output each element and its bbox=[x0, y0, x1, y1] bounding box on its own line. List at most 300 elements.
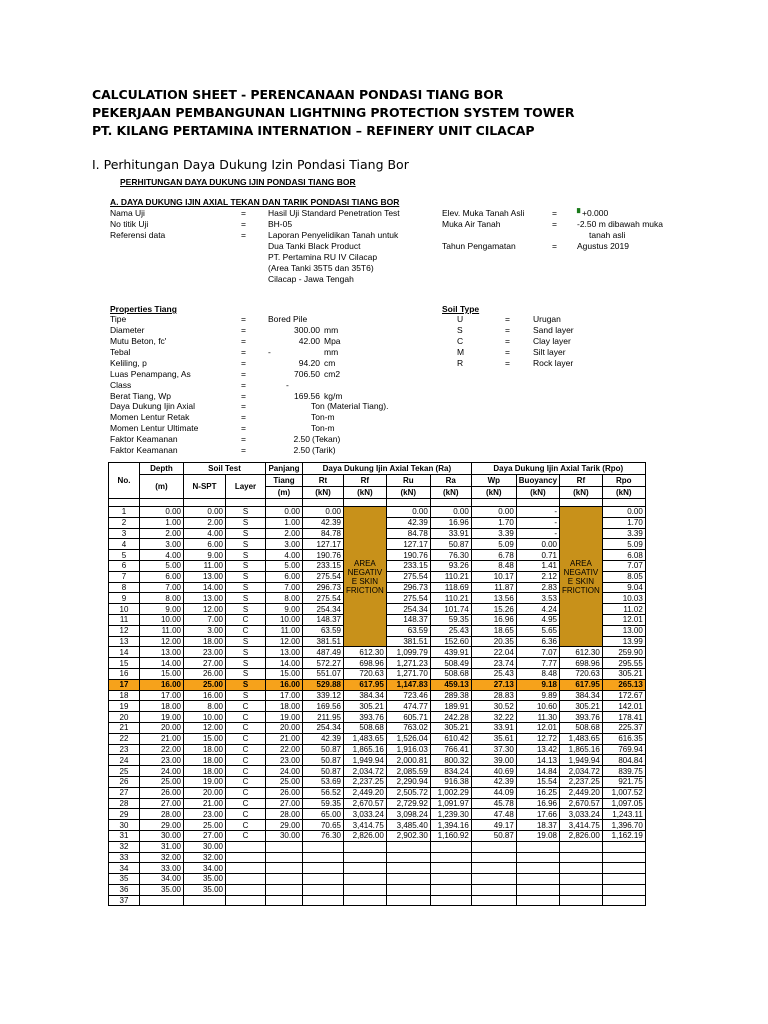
spacer-cell bbox=[344, 499, 387, 507]
col-ra: Ra bbox=[430, 475, 471, 487]
cell-col-8: 152.60 bbox=[430, 636, 471, 647]
table-row bbox=[109, 863, 646, 874]
cell-col-0: 8 bbox=[109, 582, 140, 593]
table-row bbox=[109, 884, 646, 895]
cell-col-7: 275.54 bbox=[386, 571, 430, 582]
cell-col-1: 4.00 bbox=[140, 550, 184, 561]
cell-col-0: 11 bbox=[109, 614, 140, 625]
cell-col-8 bbox=[430, 874, 471, 885]
cell-col-10: 19.08 bbox=[516, 830, 559, 841]
cell-col-11 bbox=[560, 852, 603, 863]
cell-col-1: 0.00 bbox=[140, 507, 184, 518]
cell-col-1: 11.00 bbox=[140, 625, 184, 636]
cell-col-12 bbox=[602, 852, 645, 863]
cell-col-2: 0.00 bbox=[184, 507, 226, 518]
cell-col-2: 2.00 bbox=[184, 517, 226, 528]
cell-col-12: 1.70 bbox=[602, 517, 645, 528]
cell-col-11: 3,414.75 bbox=[560, 820, 603, 831]
cell-col-5: 65.00 bbox=[303, 809, 344, 820]
cell-col-6: 698.96 bbox=[344, 658, 387, 669]
cell-col-9: 33.91 bbox=[471, 722, 516, 733]
cell-col-9: 16.96 bbox=[471, 614, 516, 625]
cell-col-8: 1,091.97 bbox=[430, 798, 471, 809]
cell-col-3: C bbox=[226, 766, 266, 777]
cell-col-3: C bbox=[226, 744, 266, 755]
cell-col-9: 35.61 bbox=[471, 733, 516, 744]
table-spacer-row bbox=[109, 499, 646, 507]
cell-col-9: 32.22 bbox=[471, 712, 516, 723]
col-nspt: N-SPT bbox=[184, 475, 226, 499]
cell-col-0: 19 bbox=[109, 701, 140, 712]
table-row bbox=[109, 787, 646, 798]
cell-col-6: 384.34 bbox=[344, 690, 387, 701]
cell-col-7: 296.73 bbox=[386, 582, 430, 593]
cell-col-5: 56.52 bbox=[303, 787, 344, 798]
cell-col-5 bbox=[303, 841, 344, 852]
cell-col-9: 23.74 bbox=[471, 658, 516, 669]
table-row bbox=[109, 733, 646, 744]
cell-col-3: S bbox=[226, 647, 266, 658]
spacer-cell bbox=[140, 499, 184, 507]
cell-col-12: 305.21 bbox=[602, 668, 645, 679]
cell-col-12: 6.08 bbox=[602, 550, 645, 561]
cell-col-4: 6.00 bbox=[266, 571, 303, 582]
cell-col-6 bbox=[344, 895, 387, 906]
cell-col-9: 39.00 bbox=[471, 755, 516, 766]
cell-col-6: 3,033.24 bbox=[344, 809, 387, 820]
cell-col-10: 2.12 bbox=[516, 571, 559, 582]
cell-col-5: 127.17 bbox=[303, 539, 344, 550]
cell-col-2 bbox=[184, 895, 226, 906]
cell-col-9: 49.17 bbox=[471, 820, 516, 831]
cell-col-9: 42.39 bbox=[471, 776, 516, 787]
cell-col-6: 508.68 bbox=[344, 722, 387, 733]
cell-col-6: 1,865.16 bbox=[344, 744, 387, 755]
cell-col-3: S bbox=[226, 517, 266, 528]
cell-col-0: 31 bbox=[109, 830, 140, 841]
negative-skin-friction-area: AREA NEGATIV E SKIN FRICTION bbox=[344, 507, 387, 647]
cell-col-1: 20.00 bbox=[140, 722, 184, 733]
cell-col-11: 698.96 bbox=[560, 658, 603, 669]
cell-col-4: 14.00 bbox=[266, 658, 303, 669]
cell-col-4: 13.00 bbox=[266, 647, 303, 658]
cell-col-11 bbox=[560, 874, 603, 885]
cell-col-8 bbox=[430, 884, 471, 895]
spacer-cell bbox=[303, 499, 344, 507]
cell-col-9: 5.09 bbox=[471, 539, 516, 550]
bearing-capacity-table bbox=[108, 462, 646, 906]
cell-col-0: 34 bbox=[109, 863, 140, 874]
cell-col-5: 84.78 bbox=[303, 528, 344, 539]
cell-col-2: 4.00 bbox=[184, 528, 226, 539]
cell-col-3: S bbox=[226, 550, 266, 561]
cell-col-12: 178.41 bbox=[602, 712, 645, 723]
cell-col-3: C bbox=[226, 712, 266, 723]
cell-col-7: 2,729.92 bbox=[386, 798, 430, 809]
unit-kn: (kN) bbox=[516, 487, 559, 499]
cell-col-12: 13.00 bbox=[602, 625, 645, 636]
cell-col-7: 84.78 bbox=[386, 528, 430, 539]
cell-col-3: S bbox=[226, 528, 266, 539]
cell-col-3: S bbox=[226, 507, 266, 518]
cell-col-9: 30.52 bbox=[471, 701, 516, 712]
cell-col-8 bbox=[430, 863, 471, 874]
cell-col-5: 572.27 bbox=[303, 658, 344, 669]
cell-col-9 bbox=[471, 874, 516, 885]
cell-col-0: 37 bbox=[109, 895, 140, 906]
cell-col-1: 34.00 bbox=[140, 874, 184, 885]
cell-col-0: 26 bbox=[109, 776, 140, 787]
unit-kn: (kN) bbox=[386, 487, 430, 499]
cell-col-1: 17.00 bbox=[140, 690, 184, 701]
cell-col-9: 15.26 bbox=[471, 604, 516, 615]
unit-kn: (kN) bbox=[602, 487, 645, 499]
cell-col-3 bbox=[226, 874, 266, 885]
cell-col-10: 4.24 bbox=[516, 604, 559, 615]
title-line-1: CALCULATION SHEET - PERENCANAAN PONDASI TIANG BOR bbox=[92, 87, 504, 102]
cell-col-4: 25.00 bbox=[266, 776, 303, 787]
cell-col-7 bbox=[386, 863, 430, 874]
table-row bbox=[109, 766, 646, 777]
cell-col-2: 26.00 bbox=[184, 668, 226, 679]
cell-col-3: C bbox=[226, 776, 266, 787]
cell-col-5: 296.73 bbox=[303, 582, 344, 593]
col-tiang: Tiang bbox=[266, 475, 303, 487]
col-tiang-unit: (m) bbox=[266, 487, 303, 499]
cell-col-8: 16.96 bbox=[430, 517, 471, 528]
cell-col-1: 6.00 bbox=[140, 571, 184, 582]
table-row bbox=[109, 744, 646, 755]
cell-col-12 bbox=[602, 895, 645, 906]
cell-col-5: 275.54 bbox=[303, 593, 344, 604]
cell-col-6: 1,483.65 bbox=[344, 733, 387, 744]
cell-col-1: 26.00 bbox=[140, 787, 184, 798]
cell-col-12: 616.35 bbox=[602, 733, 645, 744]
cell-col-12: 8.05 bbox=[602, 571, 645, 582]
table-row bbox=[109, 809, 646, 820]
cell-col-11: 2,237.25 bbox=[560, 776, 603, 787]
cell-col-1: 10.00 bbox=[140, 614, 184, 625]
unit-kn: (kN) bbox=[560, 487, 603, 499]
cell-col-0: 1 bbox=[109, 507, 140, 518]
col-rf2: Rf bbox=[560, 475, 603, 487]
cell-col-10: 13.42 bbox=[516, 744, 559, 755]
cell-col-6: 612.30 bbox=[344, 647, 387, 658]
cell-col-4: 0.00 bbox=[266, 507, 303, 518]
cell-col-10: 7.07 bbox=[516, 647, 559, 658]
cell-col-0: 22 bbox=[109, 733, 140, 744]
cell-col-12 bbox=[602, 884, 645, 895]
cell-col-12: 5.09 bbox=[602, 539, 645, 550]
cell-col-2: 25.00 bbox=[184, 820, 226, 831]
cell-col-2: 30.00 bbox=[184, 841, 226, 852]
cell-col-6: 2,449.20 bbox=[344, 787, 387, 798]
spacer-cell bbox=[430, 499, 471, 507]
info-row-nama: Nama Uji = Hasil Uji Standard Penetration Test Elev. Muka Tanah Asli = ▘ +0.000 bbox=[110, 208, 609, 218]
cell-col-7: 1,099.79 bbox=[386, 647, 430, 658]
cell-col-2: 6.00 bbox=[184, 539, 226, 550]
cell-col-7: 3,485.40 bbox=[386, 820, 430, 831]
cell-col-8: 305.21 bbox=[430, 722, 471, 733]
cell-col-1: 18.00 bbox=[140, 701, 184, 712]
cell-col-6: 2,826.00 bbox=[344, 830, 387, 841]
cell-col-6 bbox=[344, 884, 387, 895]
cell-col-0: 14 bbox=[109, 647, 140, 658]
cell-col-7: 127.17 bbox=[386, 539, 430, 550]
cell-col-8: 439.91 bbox=[430, 647, 471, 658]
cell-col-11: 3,033.24 bbox=[560, 809, 603, 820]
cell-col-5: 551.07 bbox=[303, 668, 344, 679]
cell-col-10: 12.72 bbox=[516, 733, 559, 744]
cell-col-0: 7 bbox=[109, 571, 140, 582]
table-row bbox=[109, 668, 646, 679]
cell-col-3: S bbox=[226, 679, 266, 690]
cell-col-4: 2.00 bbox=[266, 528, 303, 539]
cell-col-1: 22.00 bbox=[140, 744, 184, 755]
cell-col-1: 13.00 bbox=[140, 647, 184, 658]
cell-col-0: 18 bbox=[109, 690, 140, 701]
cell-col-10: 10.60 bbox=[516, 701, 559, 712]
col-ru: Ru bbox=[386, 475, 430, 487]
cell-col-11: 1,483.65 bbox=[560, 733, 603, 744]
cell-col-12 bbox=[602, 874, 645, 885]
cell-col-9: 37.30 bbox=[471, 744, 516, 755]
cell-col-2: 23.00 bbox=[184, 647, 226, 658]
cell-col-1: 19.00 bbox=[140, 712, 184, 723]
cell-col-10: 8.48 bbox=[516, 668, 559, 679]
cell-col-1: 3.00 bbox=[140, 539, 184, 550]
cell-col-1: 5.00 bbox=[140, 560, 184, 571]
cell-col-5: 70.65 bbox=[303, 820, 344, 831]
cell-col-4: 12.00 bbox=[266, 636, 303, 647]
cell-col-3: C bbox=[226, 755, 266, 766]
cell-col-5: 0.00 bbox=[303, 507, 344, 518]
cell-col-10: 3.53 bbox=[516, 593, 559, 604]
cell-col-4: 4.00 bbox=[266, 550, 303, 561]
cell-col-10: 1.41 bbox=[516, 560, 559, 571]
cell-col-8: 189.91 bbox=[430, 701, 471, 712]
cell-col-9 bbox=[471, 841, 516, 852]
cell-col-8: 33.91 bbox=[430, 528, 471, 539]
cell-col-11 bbox=[560, 863, 603, 874]
cell-col-6 bbox=[344, 874, 387, 885]
cell-col-0: 16 bbox=[109, 668, 140, 679]
cell-col-5: 190.76 bbox=[303, 550, 344, 561]
cell-col-10: 14.13 bbox=[516, 755, 559, 766]
cell-col-5: 254.34 bbox=[303, 604, 344, 615]
cell-col-0: 4 bbox=[109, 539, 140, 550]
cell-col-5: 42.39 bbox=[303, 733, 344, 744]
cell-col-8: 508.49 bbox=[430, 658, 471, 669]
cell-col-7: 2,000.81 bbox=[386, 755, 430, 766]
cell-col-12: 13.99 bbox=[602, 636, 645, 647]
cell-col-2: 11.00 bbox=[184, 560, 226, 571]
cell-col-11: 305.21 bbox=[560, 701, 603, 712]
cell-col-8: 0.00 bbox=[430, 507, 471, 518]
cell-col-3: C bbox=[226, 701, 266, 712]
cell-col-1: 12.00 bbox=[140, 636, 184, 647]
cell-col-7: 0.00 bbox=[386, 507, 430, 518]
cell-col-4: 8.00 bbox=[266, 593, 303, 604]
cell-col-10: 9.89 bbox=[516, 690, 559, 701]
cell-col-10: 12.01 bbox=[516, 722, 559, 733]
cell-col-0: 15 bbox=[109, 658, 140, 669]
cell-col-0: 25 bbox=[109, 766, 140, 777]
cell-col-11: 2,449.20 bbox=[560, 787, 603, 798]
cell-col-8: 1,239.30 bbox=[430, 809, 471, 820]
table-row bbox=[109, 701, 646, 712]
cell-col-12: 1,007.52 bbox=[602, 787, 645, 798]
cell-col-7: 723.46 bbox=[386, 690, 430, 701]
cell-col-10 bbox=[516, 852, 559, 863]
cell-col-0: 29 bbox=[109, 809, 140, 820]
unit-kn: (kN) bbox=[430, 487, 471, 499]
cell-col-12: 1,097.05 bbox=[602, 798, 645, 809]
table-row bbox=[109, 712, 646, 723]
cell-col-2: 20.00 bbox=[184, 787, 226, 798]
cell-col-10: 7.77 bbox=[516, 658, 559, 669]
cell-col-10 bbox=[516, 895, 559, 906]
cell-col-12: 11.02 bbox=[602, 604, 645, 615]
cell-col-2: 18.00 bbox=[184, 744, 226, 755]
cell-col-0: 13 bbox=[109, 636, 140, 647]
cell-col-4: 9.00 bbox=[266, 604, 303, 615]
spacer-cell bbox=[184, 499, 226, 507]
cell-col-3: S bbox=[226, 658, 266, 669]
cell-col-8: 916.38 bbox=[430, 776, 471, 787]
cell-col-8: 459.13 bbox=[430, 679, 471, 690]
spacer-cell bbox=[226, 499, 266, 507]
cell-col-10: 15.54 bbox=[516, 776, 559, 787]
cell-col-0: 21 bbox=[109, 722, 140, 733]
cell-col-2: 27.00 bbox=[184, 658, 226, 669]
table-row bbox=[109, 755, 646, 766]
cell-col-5: 76.30 bbox=[303, 830, 344, 841]
cell-col-4: 28.00 bbox=[266, 809, 303, 820]
cell-col-5: 148.37 bbox=[303, 614, 344, 625]
cell-col-5 bbox=[303, 863, 344, 874]
table-row bbox=[109, 852, 646, 863]
spacer-cell bbox=[471, 499, 516, 507]
cell-col-6: 2,670.57 bbox=[344, 798, 387, 809]
unit-kn: (kN) bbox=[471, 487, 516, 499]
cell-col-2: 3.00 bbox=[184, 625, 226, 636]
cell-col-7: 1,147.83 bbox=[386, 679, 430, 690]
spacer-cell bbox=[386, 499, 430, 507]
cell-col-4: 7.00 bbox=[266, 582, 303, 593]
cell-col-5 bbox=[303, 884, 344, 895]
cell-col-1: 31.00 bbox=[140, 841, 184, 852]
cell-col-4 bbox=[266, 852, 303, 863]
cell-col-9: 3.39 bbox=[471, 528, 516, 539]
cell-col-7: 42.39 bbox=[386, 517, 430, 528]
col-depth: Depth bbox=[140, 463, 184, 475]
cell-col-12: 142.01 bbox=[602, 701, 645, 712]
cell-col-4: 3.00 bbox=[266, 539, 303, 550]
cell-col-4 bbox=[266, 841, 303, 852]
cell-col-10: 17.66 bbox=[516, 809, 559, 820]
cell-col-2: 13.00 bbox=[184, 593, 226, 604]
table-row bbox=[109, 841, 646, 852]
cell-col-10: 5.65 bbox=[516, 625, 559, 636]
cell-col-10 bbox=[516, 884, 559, 895]
col-panjang: Panjang bbox=[266, 463, 303, 475]
cell-col-5: 275.54 bbox=[303, 571, 344, 582]
cell-col-10: 4.95 bbox=[516, 614, 559, 625]
cell-col-0: 33 bbox=[109, 852, 140, 863]
cell-col-2: 32.00 bbox=[184, 852, 226, 863]
cell-col-9: 28.83 bbox=[471, 690, 516, 701]
cell-col-1: 27.00 bbox=[140, 798, 184, 809]
title-line-2: PEKERJAAN PEMBANGUNAN LIGHTNING PROTECTION SYSTEM TOWER bbox=[92, 105, 575, 120]
col-rf: Rf bbox=[344, 475, 387, 487]
cell-col-7: 254.34 bbox=[386, 604, 430, 615]
cell-col-3: C bbox=[226, 820, 266, 831]
col-no: No. bbox=[109, 463, 140, 499]
cell-col-0: 12 bbox=[109, 625, 140, 636]
cell-col-0: 30 bbox=[109, 820, 140, 831]
cell-col-7 bbox=[386, 884, 430, 895]
cell-col-5: 339.12 bbox=[303, 690, 344, 701]
cell-col-4: 27.00 bbox=[266, 798, 303, 809]
cell-col-0: 6 bbox=[109, 560, 140, 571]
spacer-cell bbox=[266, 499, 303, 507]
cell-col-11 bbox=[560, 895, 603, 906]
cell-col-10: 14.84 bbox=[516, 766, 559, 777]
col-layer: Layer bbox=[226, 475, 266, 499]
cell-col-0: 17 bbox=[109, 679, 140, 690]
cell-col-7 bbox=[386, 852, 430, 863]
cell-col-10: 18.37 bbox=[516, 820, 559, 831]
cell-col-8: 25.43 bbox=[430, 625, 471, 636]
cell-col-6 bbox=[344, 852, 387, 863]
cell-col-10: - bbox=[516, 507, 559, 518]
cell-col-12: 10.03 bbox=[602, 593, 645, 604]
cell-col-4: 22.00 bbox=[266, 744, 303, 755]
cell-col-10: 6.36 bbox=[516, 636, 559, 647]
cell-col-9: 13.56 bbox=[471, 593, 516, 604]
cell-col-3: C bbox=[226, 625, 266, 636]
cell-col-10: 16.96 bbox=[516, 798, 559, 809]
cell-col-3: S bbox=[226, 582, 266, 593]
cell-col-8: 1,394.16 bbox=[430, 820, 471, 831]
cell-col-8: 834.24 bbox=[430, 766, 471, 777]
title-line-3: PT. KILANG PERTAMINA INTERNATION – REFINERY UNIT CILACAP bbox=[92, 123, 535, 138]
cell-col-7: 2,505.72 bbox=[386, 787, 430, 798]
cell-col-12: 265.13 bbox=[602, 679, 645, 690]
cell-col-10 bbox=[516, 874, 559, 885]
cell-col-7: 1,526.04 bbox=[386, 733, 430, 744]
cell-col-9: 50.87 bbox=[471, 830, 516, 841]
cell-col-8: 766.41 bbox=[430, 744, 471, 755]
unit-kn: (kN) bbox=[344, 487, 387, 499]
cell-col-8: 1,160.92 bbox=[430, 830, 471, 841]
cell-col-11: 384.34 bbox=[560, 690, 603, 701]
cell-col-7: 1,271.23 bbox=[386, 658, 430, 669]
cell-col-2: 12.00 bbox=[184, 722, 226, 733]
cell-col-7 bbox=[386, 874, 430, 885]
cell-col-0: 5 bbox=[109, 550, 140, 561]
cell-col-5: 50.87 bbox=[303, 755, 344, 766]
cell-col-10: - bbox=[516, 528, 559, 539]
unit-kn: (kN) bbox=[303, 487, 344, 499]
cell-col-6: 305.21 bbox=[344, 701, 387, 712]
cell-col-8: 76.30 bbox=[430, 550, 471, 561]
cell-col-10: 0.00 bbox=[516, 539, 559, 550]
cell-col-7: 381.51 bbox=[386, 636, 430, 647]
cell-col-8: 101.74 bbox=[430, 604, 471, 615]
cell-col-4: 19.00 bbox=[266, 712, 303, 723]
